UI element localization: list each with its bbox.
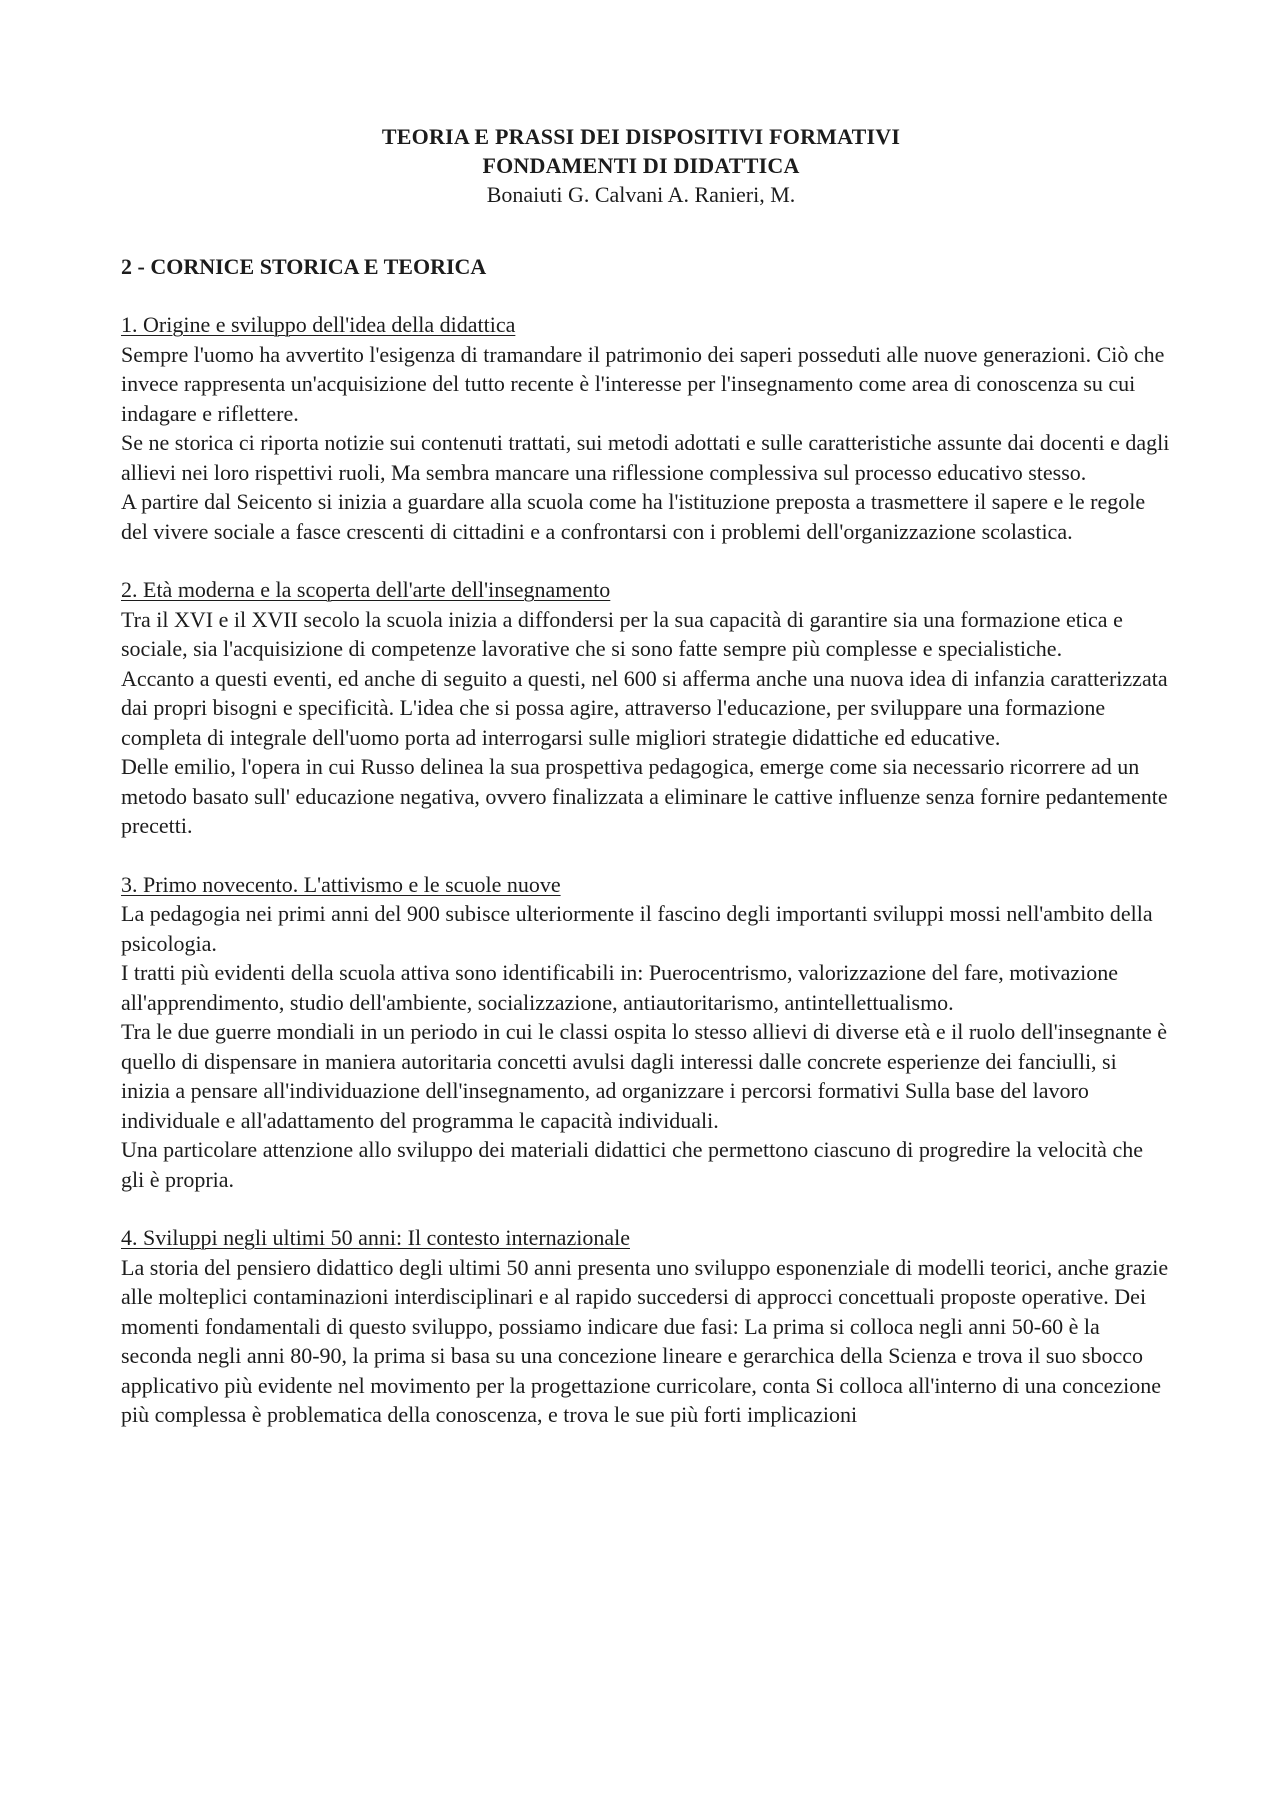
paragraph: La pedagogia nei primi anni del 900 subisce ulteriormente il fascino degli importanti sviluppi mossi nell'ambito della psicologia.: [121, 901, 1153, 956]
paragraph: Se ne storica ci riporta notizie sui contenuti trattati, sui metodi adottati e sulle caratteristiche assunte dai docenti e dagli allievi nei loro rispettivi ruoli, Ma sembra mancare una riflessione complessiva sul processo educativo stesso.: [121, 430, 1170, 485]
paragraph: La storia del pensiero didattico degli ultimi 50 anni presenta uno sviluppo esponenziale di modelli teorici, anche grazie alle molteplici contaminazioni interdisciplinari e al rapido succedersi di approcci concettuali proposte operative. Dei momenti fondamentali di questo sviluppo, possiamo indicare due fasi: La prima si colloca negli anni 50-60 è la seconda negli anni 80-90, la prima si basa su una concezione lineare e gerarchica della Scienza e trova il suo sbocco applicativo più evidente nel movimento per la progettazione curricolare, conta Si colloca all'interno di una concezione più complessa è problematica della conoscenza, e trova le sue più forti implicazioni: [121, 1254, 1169, 1427]
document-subtitle: FONDAMENTI DI DIDATTICA: [482, 153, 800, 178]
section-heading: 4. Sviluppi negli ultimi 50 anni: Il contesto internazionale: [121, 1225, 630, 1250]
section-heading: 1. Origine e sviluppo dell'idea della didattica: [121, 312, 516, 337]
section-modern-age: [121, 575, 1171, 841]
paragraph: Sempre l'uomo ha avvertito l'esigenza di tramandare il patrimonio dei saperi posseduti alle nuove generazioni. Ciò che invece rappresenta un'acquisizione del tutto recente è l'interesse per l'insegnamento come area di conoscenza su cui indagare e riflettere.: [121, 341, 1165, 426]
section-origin: [121, 310, 1171, 546]
section-early-twentieth-century: [121, 870, 1171, 1195]
section-body: [121, 1253, 1171, 1430]
document-authors: Bonaiuti G. Calvani A. Ranieri, M.: [486, 182, 796, 207]
paragraph: Accanto a questi eventi, ed anche di seguito a questi, nel 600 si afferma anche una nuova idea di infanzia caratterizzata dai propri bisogni e specificità. L'idea che si possa agire, attraverso l'educazione, per sviluppare una formazione completa di integrale dell'uomo porta ad interrogarsi sulle migliori strategie didattiche ed educative.: [121, 665, 1168, 750]
paragraph: Tra le due guerre mondiali in un periodo in cui le classi ospita lo stesso allievi di diverse età e il ruolo dell'insegnante è quello di dispensare in maniera autoritaria concetti avulsi dagli interessi dalle concrete esperienze dei fanciulli, si inizia a pensare all'individuazione dell'insegnamento, ad organizzare i percorsi formativi Sulla base del lavoro individuale e all'adattamento del programma le capacità individuali.: [121, 1019, 1168, 1133]
paragraph: I tratti più evidenti della scuola attiva sono identificabili in: Puerocentrismo, valorizzazione del fare, motivazione all'apprendimento, studio dell'ambiente, socializzazione, antiautoritarismo, antintellettualismo.: [121, 960, 1118, 1015]
section-last-50-years: [121, 1223, 1171, 1430]
paragraph: Una particolare attenzione allo sviluppo dei materiali didattici che permettono ciascuno di progredire la velocità che gli è propria.: [121, 1137, 1143, 1192]
section-body: [121, 899, 1171, 1194]
paragraph: A partire dal Seicento si inizia a guardare alla scuola come ha l'istituzione preposta a trasmettere il sapere e le regole del vivere sociale a fasce crescenti di cittadini e a confrontarsi con i problemi dell'organizzazione scolastica.: [121, 489, 1146, 544]
document-header: [121, 122, 1161, 209]
document-title: TEORIA E PRASSI DEI DISPOSITIVI FORMATIVI: [381, 124, 901, 149]
section-body: [121, 605, 1171, 841]
paragraph: Tra il XVI e il XVII secolo la scuola inizia a diffondersi per la sua capacità di garantire sia una formazione etica e sociale, sia l'acquisizione di competenze lavorative che si sono fatte sempre più complesse e specialistiche.: [121, 606, 1123, 661]
document-page: [121, 122, 1171, 1459]
chapter-title: 2 - CORNICE STORICA E TEORICA: [121, 254, 487, 279]
section-heading: 2. Età moderna e la scoperta dell'arte dell'insegnamento: [121, 577, 611, 602]
section-heading: 3. Primo novecento. L'attivismo e le scuole nuove: [121, 871, 561, 897]
section-body: [121, 340, 1171, 547]
paragraph: Delle emilio, l'opera in cui Russo delinea la sua prospettiva pedagogica, emerge come sia necessario ricorrere ad un metodo basato sull' educazione negativa, ovvero finalizzata a eliminare le cattive influenze senza fornire pedantemente precetti.: [121, 754, 1168, 838]
